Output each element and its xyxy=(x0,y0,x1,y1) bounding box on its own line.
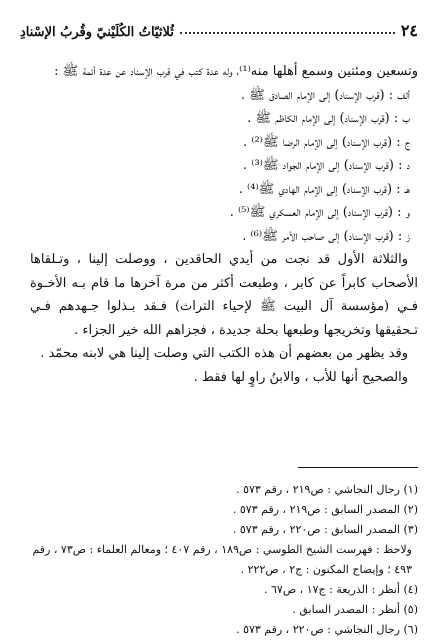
page-number: ٢٤ xyxy=(400,21,418,40)
running-title: ثُلاثيّاتُ الكُلَيْنيّ وقُربُ الإسْنادِ xyxy=(20,25,174,40)
footnote-separator xyxy=(298,467,418,468)
main-text xyxy=(30,60,418,389)
list-item: د : (قرب الإسناد) إلى الإمام الجواد ﷺ⁽³⁾ . xyxy=(242,158,410,173)
works-list xyxy=(30,84,418,249)
list-item: ز : (قرب الإسناد) إلى صاحب الأمر ﷺ⁽⁶⁾ . xyxy=(242,228,410,244)
paragraph-transmission: والثلاثة الأول قد نجت من أيدي الحاقدين ، ووصلت إلينا ، وتـلقاها الأصحاب كابراً عن كابر ، وطبعت أكثر من مرة آخرها ما قام بـه الأخـوة فـي (مؤسسة آل البيت ﷺ لإحياء التراث) فـقد بـذلوا جـهدهم فـي تـحقيقها وتخريجها وطبعها بحلة جديدة ، فجزاهم الله خير الجزاء . xyxy=(30,252,418,338)
footnote: (٤) أنظر : الذريعة : ج١٧ ، ص٦٧ . xyxy=(264,583,418,596)
paragraph-attribution: وقد يظهر من بعضهم أن هذه الكتب التي وصلت إلينا هي لابنه محمّد . xyxy=(40,346,408,361)
footnotes xyxy=(30,480,418,640)
footnote: (١) رجال النجاشي : ص٢١٩ ، رقم ٥٧٣ . xyxy=(236,483,418,496)
footnote-continuation: ولاحظ : فهرست الشيخ الطوسي : ص١٨٩ ، رقم ٤٠٧ ؛ ومعالم العلماء : ص٧٣ ، رقم ٤٩٣ ؛ وإيضاح المكنون : ج٢ ، ص٢٢٢ . xyxy=(32,543,412,576)
list-item: ج : (قرب الإسناد) إلى الإمام الرضا ﷺ⁽²⁾ . xyxy=(242,134,410,150)
footnote: (٦) رجال النجاشي : ص٢٢٠ ، رقم ٥٧٣ . xyxy=(236,623,418,636)
header-dotted-rule xyxy=(180,31,395,34)
list-item: و : (قرب الإسناد) إلى الإمام العسكري ﷺ⁽⁵⁾ . xyxy=(229,205,410,220)
footnote: (٣) المصدر السابق : ص٢٢٠ ، رقم ٥٧٣ . xyxy=(232,523,418,536)
list-item: ألف : (قرب الإسناد) إلى الإمام الصادق ﷺ . xyxy=(240,87,410,103)
page-header xyxy=(20,16,418,40)
paragraph-correct-view: والصحيح أنها للأب ، والابنُ راوٍ لها فقط . xyxy=(193,369,408,385)
footnote: (٢) المصدر السابق : ص٢١٩ ، رقم ٥٧٣ . xyxy=(232,503,418,516)
footnote: (٥) أنظر : المصدر السابق . xyxy=(292,603,418,616)
list-item: ب : (قرب الإسناد) إلى الإمام الكاظم ﷺ . xyxy=(247,111,410,126)
list-item: هـ : (قرب الإسناد) إلى الإمام الهادي ﷺ⁽⁴⁾ . xyxy=(238,181,410,197)
intro-paragraph: وتسعين ومئتين وسمع أهلها منه⁽¹⁾، وله عدة كتب في قرب الإسناد عن عدة أئمة ﷺ : xyxy=(54,64,418,79)
